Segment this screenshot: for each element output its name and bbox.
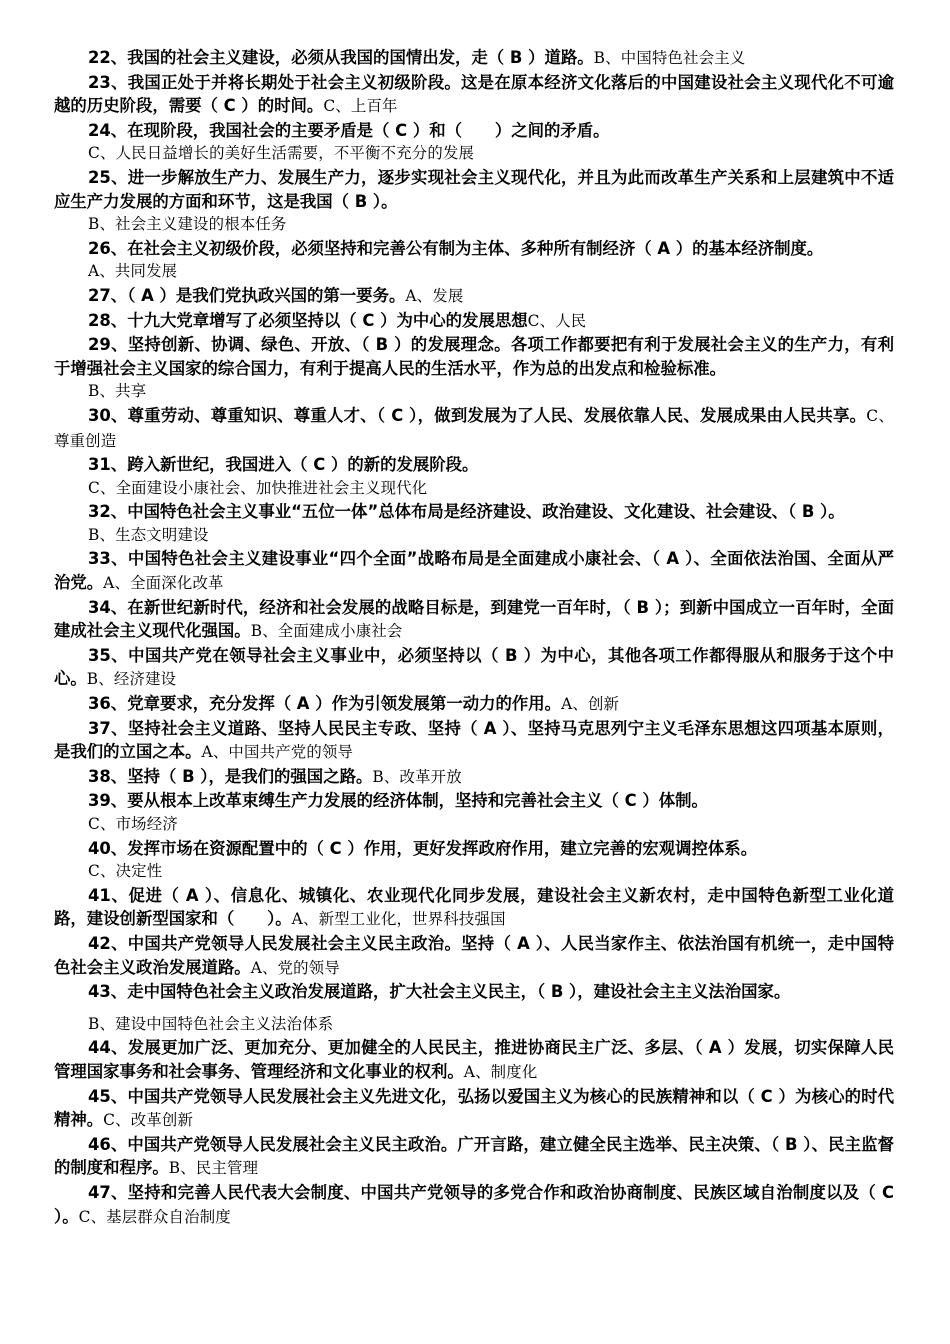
question-34 bbox=[54, 596, 894, 644]
answer-text: A、制度化 bbox=[463, 1062, 538, 1081]
question-38 bbox=[54, 765, 894, 790]
question-text: 47、坚持和完善人民代表大会制度、中国共产党领导的多党合作和政治协商制度、民族区域自治制度以及（ C ）。 bbox=[54, 1182, 894, 1226]
question-44 bbox=[54, 1036, 894, 1084]
question-28 bbox=[54, 309, 894, 334]
question-26 bbox=[54, 237, 894, 284]
question-text: 27、（ A ）是我们党执政兴国的第一要务。 bbox=[88, 285, 406, 305]
question-33 bbox=[54, 547, 894, 595]
question-text: 37、坚持社会主义道路、坚持人民民主专政、坚持（ A ）、坚持马克思列宁主义毛泽东思想这四项基本原则，是我们的立国之本。 bbox=[54, 718, 894, 762]
question-23 bbox=[54, 71, 894, 119]
question-text: 41、促进（ A ）、信息化、城镇化、农业现代化同步发展，建设社会主义新农村，走中国特色新型工业化道路，建设创新型国家和（ ）。 bbox=[54, 885, 894, 929]
question-text: 24、在现阶段，我国社会的主要矛盾是（ C ）和（ ）之间的矛盾。 bbox=[88, 120, 610, 140]
question-29 bbox=[54, 333, 894, 404]
answer-text: B、共享 bbox=[88, 382, 147, 401]
question-42 bbox=[54, 932, 894, 980]
answer-text: A、党的领导 bbox=[250, 958, 340, 977]
question-text: 23、我国正处于并将长期处于社会主义初级阶段。这是在原本经济文化落后的中国建设社会主义现代化不可逾越的历史阶段，需要（ C ）的时间。 bbox=[54, 72, 894, 116]
question-39 bbox=[54, 789, 894, 836]
answer-text: B、经济建设 bbox=[86, 670, 177, 689]
question-27 bbox=[54, 284, 894, 309]
answer-text: C、全面建设小康社会、加快推进社会主义现代化 bbox=[88, 478, 428, 497]
question-24 bbox=[54, 119, 894, 166]
answer-text: A、新型工业化，世界科技强国 bbox=[291, 910, 506, 929]
question-45 bbox=[54, 1085, 894, 1133]
answer-text: A、创新 bbox=[561, 695, 620, 714]
question-46 bbox=[54, 1133, 894, 1181]
question-text: 30、尊重劳动、尊重知识、尊重人才、（ C ），做到发展为了人民、发展依靠人民、发展成果由人民共享。 bbox=[88, 405, 867, 425]
answer-text: B、全面建成小康社会 bbox=[250, 622, 403, 641]
answer-text: A、发展 bbox=[405, 286, 464, 305]
question-31 bbox=[54, 453, 894, 500]
question-35 bbox=[54, 644, 894, 692]
question-41 bbox=[54, 884, 894, 932]
answer-text: B、建设中国特色社会主义法治体系 bbox=[88, 1014, 334, 1033]
question-36 bbox=[54, 692, 894, 717]
answer-text: C、改革创新 bbox=[103, 1111, 194, 1130]
question-text: 25、进一步解放生产力、发展生产力，逐步实现社会主义现代化，并且为此而改革生产关系和上层建筑中不适应生产力发展的方面和环节，这是我国（ B ）。 bbox=[54, 167, 894, 211]
question-text: 29、坚持创新、协调、绿色、开放、（ B ）的发展理念。各项工作都要把有利于发展社会主义的生产力，有利于增强社会主义国家的综合国力，有利于提高人民的生活水平，作为总的出发点和检验标准。 bbox=[54, 335, 894, 378]
question-text: 40、发挥市场在资源配置中的（ C ）作用，更好发挥政府作用，建立完善的宏观调控体系。 bbox=[88, 838, 758, 858]
answer-text: C、基层群众自治制度 bbox=[78, 1207, 231, 1226]
question-32 bbox=[54, 500, 894, 547]
answer-text: C、市场经济 bbox=[88, 815, 178, 833]
answer-text: B、中国特色社会主义 bbox=[593, 49, 746, 67]
answer-text: C、尊重创造 bbox=[54, 406, 894, 450]
answer-text: A、中国共产党的领导 bbox=[201, 743, 354, 762]
question-text: 35、中国共产党在领导社会主义事业中，必须坚持以（ B ）为中心，其他各项工作都得服从和服务于这个中心。 bbox=[54, 645, 894, 689]
question-30 bbox=[54, 404, 894, 453]
question-40 bbox=[54, 837, 894, 884]
question-text: 32、中国特色社会主义事业“五位一体”总体布局是经济建设、政治建设、文化建设、社会建设、（ B ）。 bbox=[88, 502, 845, 522]
answer-text: C、上百年 bbox=[323, 97, 398, 116]
answer-text: A、全面深化改革 bbox=[103, 574, 224, 593]
question-47 bbox=[54, 1181, 894, 1229]
answer-text: B、社会主义建设的根本任务 bbox=[88, 215, 287, 234]
question-22 bbox=[54, 46, 894, 71]
question-25 bbox=[54, 166, 894, 237]
answer-text: C、人民 bbox=[527, 311, 587, 330]
answer-text: B、生态文明建设 bbox=[88, 525, 209, 544]
question-text: 22、我国的社会主义建设，必须从我国的国情出发，走（ B ）道路。 bbox=[88, 48, 594, 67]
question-text: 38、坚持（ B ），是我们的强国之路。 bbox=[88, 766, 373, 786]
question-text: 39、要从根本上改革束缚生产力发展的经济体制，坚持和完善社会主义（ C ）体制。 bbox=[88, 791, 708, 811]
answer-text: C、决定性 bbox=[88, 862, 163, 881]
question-text: 33、中国特色社会主义建设事业“四个全面”战略布局是全面建成小康社会、（ A ）、全面依法治国、全面从严治党。 bbox=[54, 549, 894, 593]
question-text: 46、中国共产党领导人民发展社会主义民主政治。广开言路，建立健全民主选举、民主决策、（ B ）、民主监督的制度和程序。 bbox=[54, 1134, 894, 1178]
question-text: 43、走中国特色社会主义政治发展道路，扩大社会主义民主，（ B ），建设社会主主义法治国家。 bbox=[88, 982, 791, 1002]
question-text: 36、党章要求，充分发挥（ A ）作为引领发展第一动力的作用。 bbox=[88, 694, 562, 714]
answer-text: C、人民日益增长的美好生活需要，不平衡不充分的发展 bbox=[88, 144, 475, 163]
question-text: 28、十九大党章增写了必须坚持以（ C ）为中心的发展思想 bbox=[88, 310, 528, 330]
question-text: 44、发展更加广泛、更加充分、更加健全的人民民主，推进协商民主广泛、多层、（ A ）发展，切实保障人民管理国家事务和社会事务、管理经济和文化事业的权利。 bbox=[54, 1038, 894, 1081]
question-text: 34、在新世纪新时代，经济和社会发展的战略目标是，到建党一百年时，（ B ）；到新中国成立一百年时，全面建成社会主义现代化强国。 bbox=[54, 597, 894, 641]
question-text: 42、中国共产党领导人民发展社会主义民主政治。坚持（ A ）、人民当家作主、依法治国有机统一，走中国特色社会主义政治发展道路。 bbox=[54, 933, 894, 977]
question-text: 26、在社会主义初级价段，必须坚持和完善公有制为主体、多种所有制经济（ A ）的基本经济制度。 bbox=[88, 238, 824, 258]
answer-text: B、改革开放 bbox=[372, 767, 462, 786]
question-43 bbox=[54, 980, 894, 1036]
answer-text: A、共同发展 bbox=[88, 262, 178, 281]
answer-text: B、民主管理 bbox=[168, 1159, 259, 1178]
question-text: 45、中国共产党领导人民发展社会主义先进文化，弘扬以爱国主义为核心的民族精神和以（ C ）为核心的时代精神。 bbox=[54, 1086, 894, 1130]
question-text: 31、跨入新世纪，我国进入（ C ）的新的发展阶段。 bbox=[88, 455, 479, 475]
question-37 bbox=[54, 717, 894, 765]
